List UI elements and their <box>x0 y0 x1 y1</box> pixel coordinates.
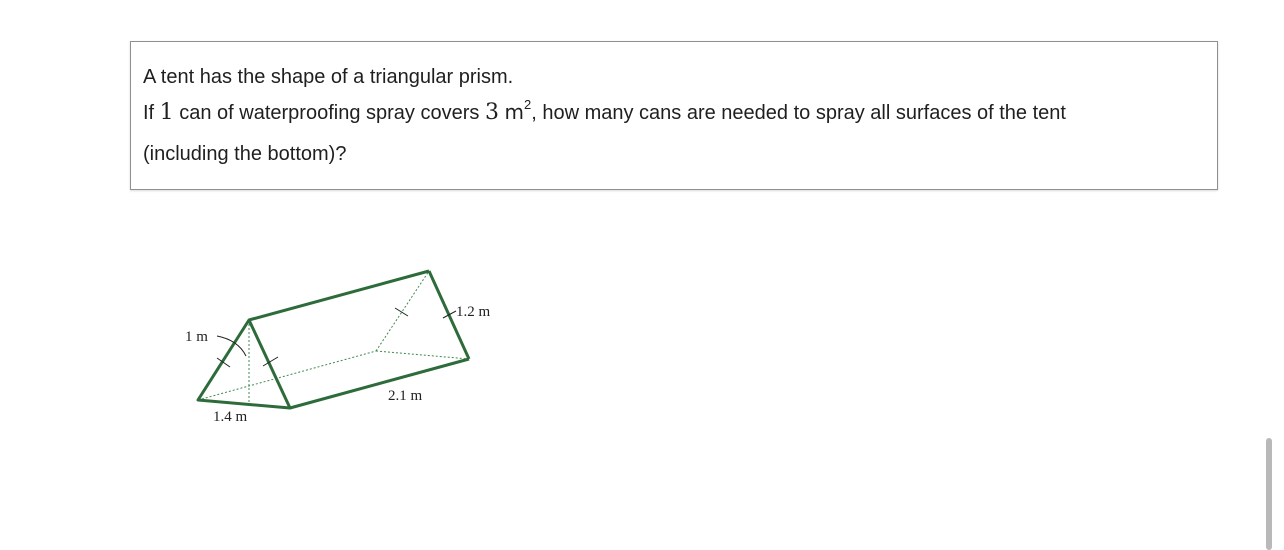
question-text-1: If <box>143 102 160 124</box>
question-text-3: , how many cans are needed to spray all surfaces of the tent <box>531 102 1066 124</box>
base-label: 1.4 m <box>213 409 248 425</box>
question-text-2: can of waterproofing spray covers <box>173 102 485 124</box>
cans-count: 1 <box>159 100 174 125</box>
scrollbar-thumb[interactable] <box>1266 438 1272 550</box>
height-label: 1.2 m <box>456 304 491 320</box>
bottom-front-edge <box>290 359 469 408</box>
slant-label: 1 m <box>185 329 208 345</box>
coverage-unit: m <box>504 100 524 124</box>
coverage-value: 3 <box>484 100 499 125</box>
visible-edges <box>198 271 469 408</box>
length-label: 2.1 m <box>388 388 423 404</box>
front-triangle <box>198 320 290 408</box>
question-line-1: A tent has the shape of a triangular prism. <box>143 66 514 88</box>
tick-marks <box>217 308 456 367</box>
hidden-back-base-edge <box>376 351 469 359</box>
coverage-exponent: 2 <box>523 97 532 112</box>
question-line-3: (including the bottom)? <box>143 143 347 165</box>
tick-back-left <box>395 308 408 316</box>
